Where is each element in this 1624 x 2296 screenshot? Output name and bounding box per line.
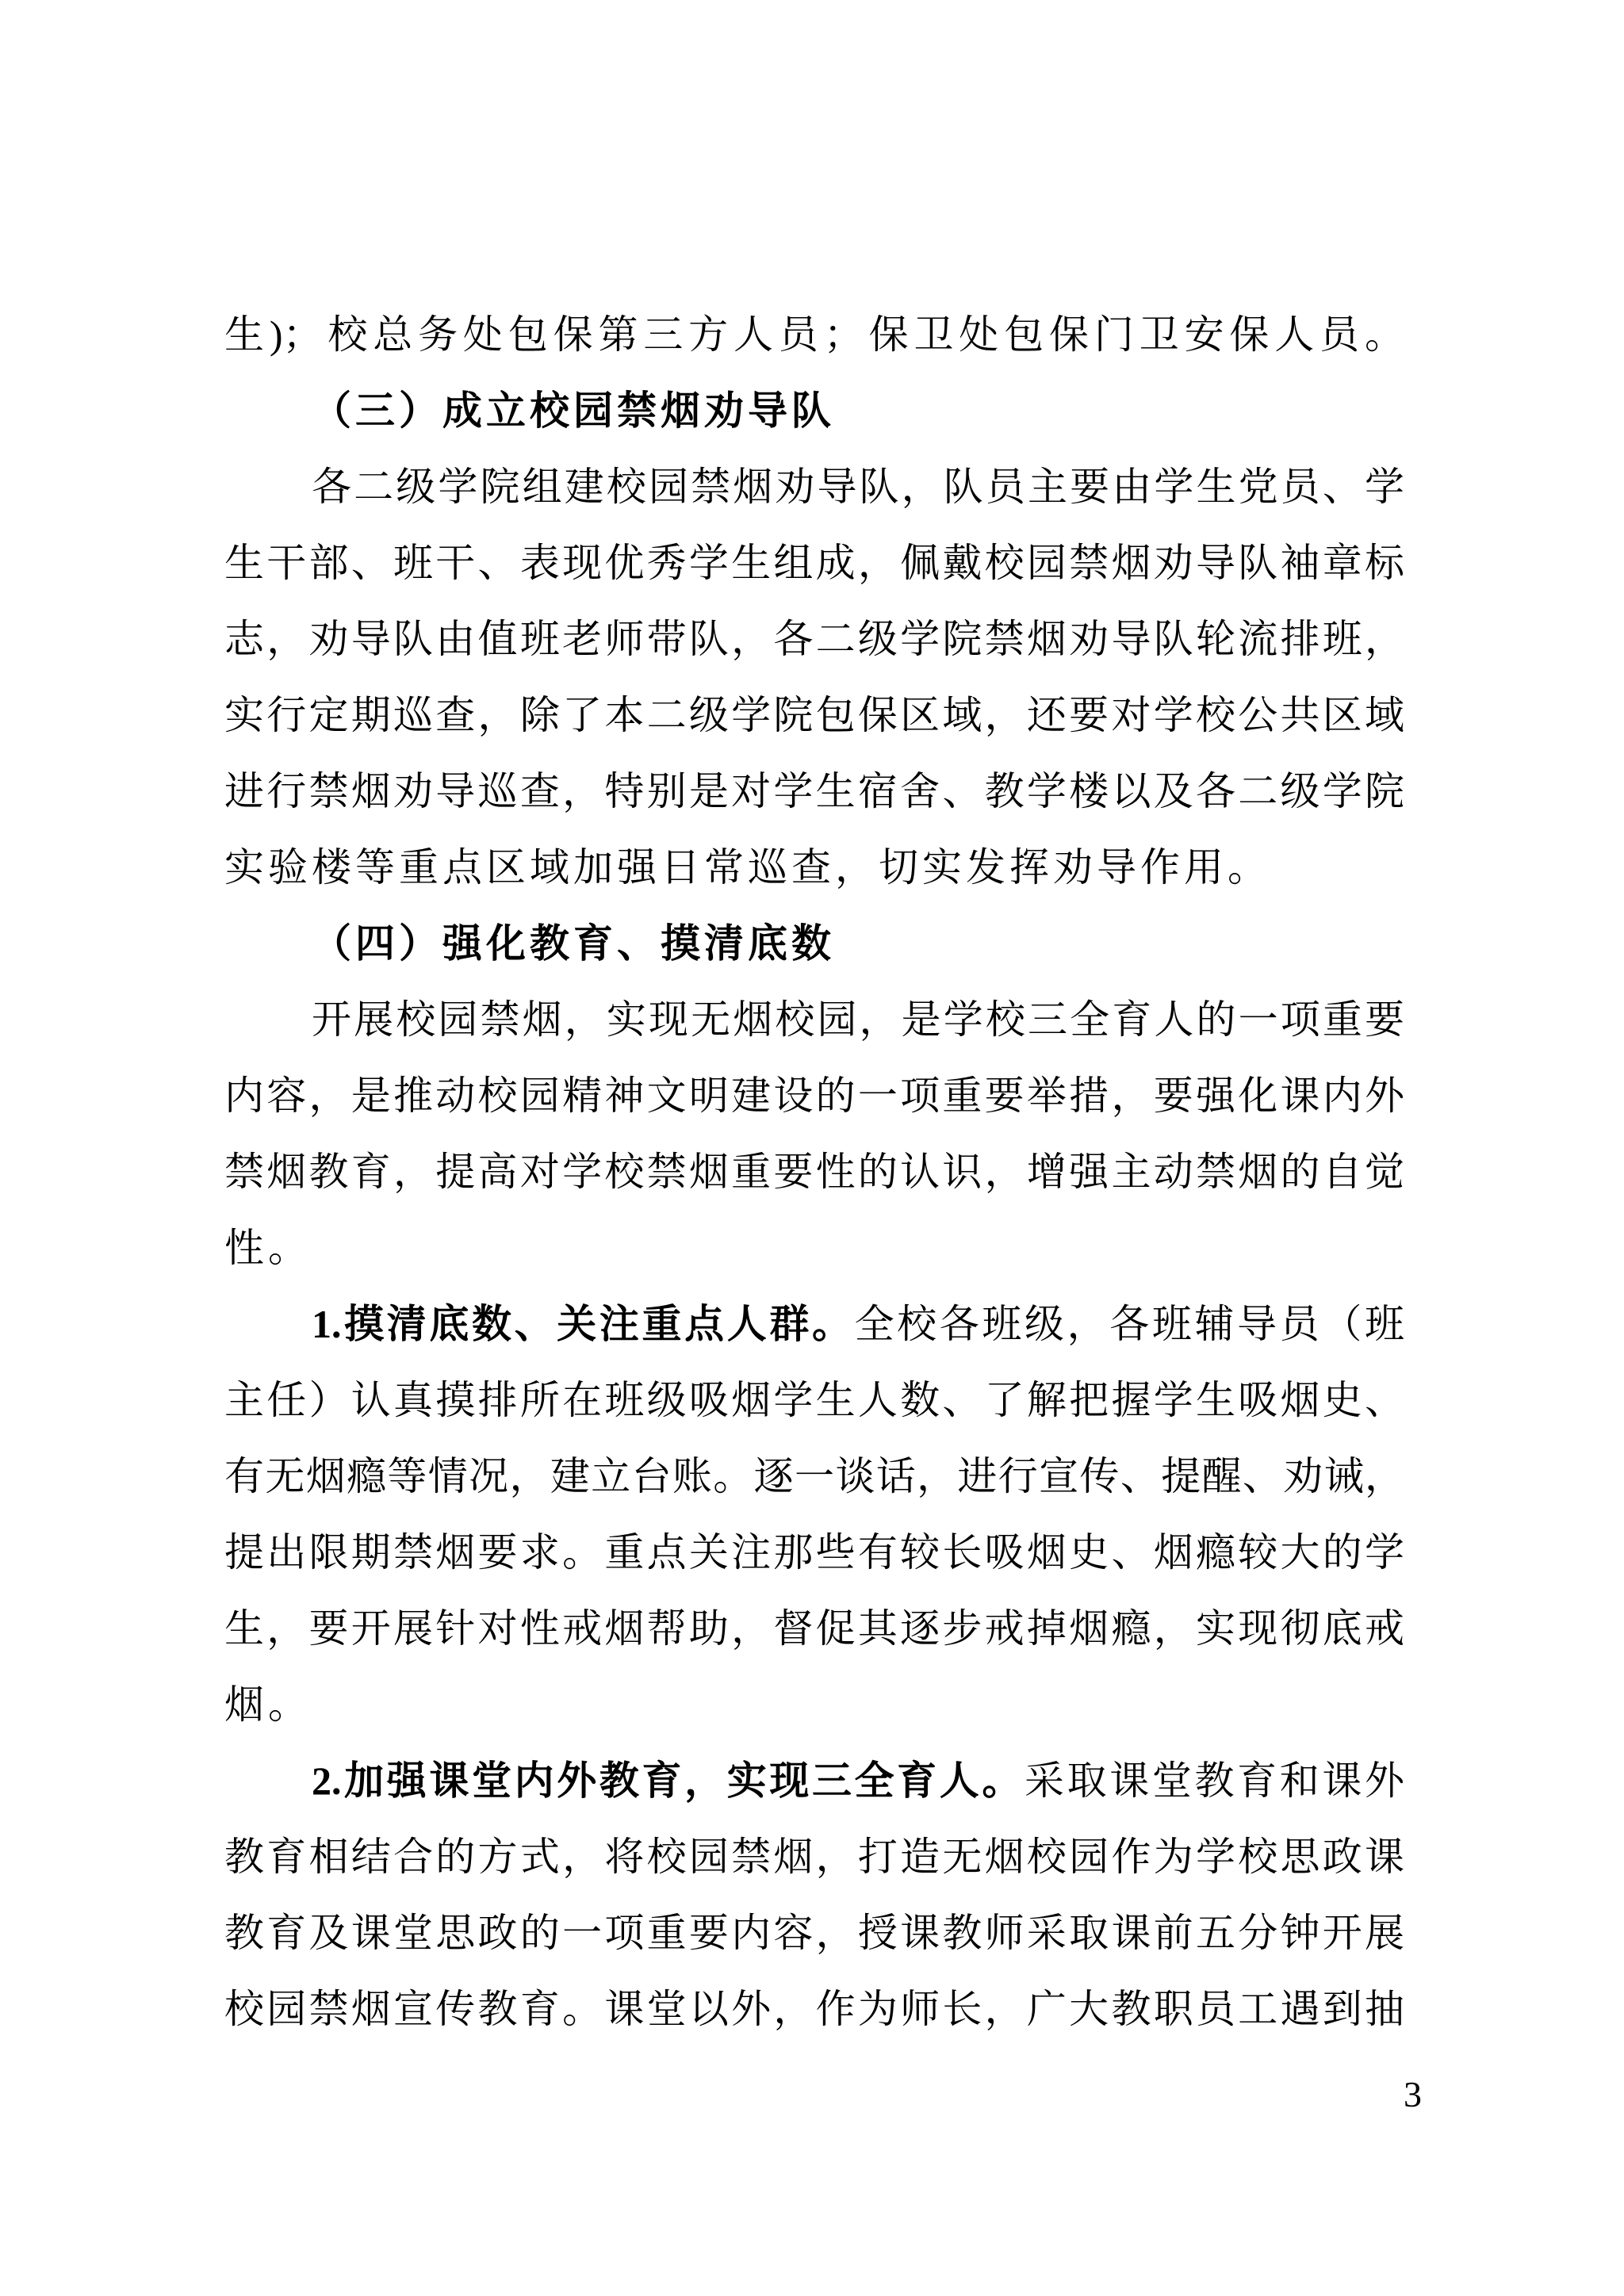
paragraph-line	[224, 1971, 1404, 2047]
paragraph-line	[224, 1743, 1404, 1819]
paragraph-line	[224, 982, 1404, 1058]
paragraph-line	[224, 753, 1404, 829]
paragraph-line	[224, 677, 1404, 753]
text-run: 教育相结合的方式，将校园禁烟，打造无烟校园作为学校思政课	[224, 1835, 1404, 1879]
text-run: 主任）认真摸排所在班级吸烟学生人数、了解把握学生吸烟史、	[224, 1378, 1404, 1422]
paragraph-line	[224, 1819, 1404, 1895]
paragraph-line	[224, 297, 1404, 373]
paragraph-line	[224, 1362, 1404, 1438]
text-run: 校园禁烟宣传教育。课堂以外，作为师长，广大教职员工遇到抽	[224, 1987, 1404, 2031]
document-body	[224, 297, 1404, 2047]
paragraph-line	[224, 1438, 1404, 1514]
paragraph-line	[224, 601, 1404, 677]
text-run: 教育及课堂思政的一项重要内容，授课教师采取课前五分钟开展	[224, 1911, 1404, 1955]
section-heading	[224, 905, 1404, 982]
text-run: 志，劝导队由值班老师带队，各二级学院禁烟劝导队轮流排班，	[224, 617, 1404, 661]
paragraph-line	[224, 1210, 1404, 1286]
text-run: 采取课堂教育和课外	[1025, 1758, 1404, 1803]
bold-run: （四）强化教育、摸清底数	[312, 921, 835, 966]
bold-run: 1.摸清底数、关注重点人群。	[312, 1302, 855, 1346]
paragraph-line	[224, 1895, 1404, 1971]
text-run: 全校各班级，各班辅导员（班	[854, 1302, 1404, 1346]
text-run: 内容，是推动校园精神文明建设的一项重要举措，要强化课内外	[224, 1073, 1404, 1118]
paragraph-line	[224, 1134, 1404, 1210]
text-run: 开展校园禁烟，实现无烟校园，是学校三全育人的一项重要	[312, 997, 1404, 1042]
text-run: 烟。	[224, 1682, 312, 1727]
paragraph-line	[224, 1667, 1404, 1743]
text-run: 各二级学院组建校园禁烟劝导队，队员主要由学生党员、学	[312, 465, 1404, 509]
text-run: 进行禁烟劝导巡查，特别是对学生宿舍、教学楼以及各二级学院	[224, 769, 1404, 813]
paragraph-line	[224, 1514, 1404, 1590]
section-heading	[224, 373, 1404, 449]
text-run: 提出限期禁烟要求。重点关注那些有较长吸烟史、烟瘾较大的学	[224, 1530, 1404, 1575]
paragraph-line	[224, 1058, 1404, 1134]
text-run: 实行定期巡查，除了本二级学院包保区域，还要对学校公共区域	[224, 693, 1404, 737]
paragraph-line	[224, 449, 1404, 525]
paragraph-line	[224, 829, 1404, 905]
text-run: 生干部、班干、表现优秀学生组成，佩戴校园禁烟劝导队袖章标	[224, 541, 1404, 585]
text-run: 性。	[224, 1226, 312, 1270]
text-run: 生)；校总务处包保第三方人员；保卫处包保门卫安保人员。	[224, 312, 1404, 357]
text-run: 生，要开展针对性戒烟帮助，督促其逐步戒掉烟瘾，实现彻底戒	[224, 1606, 1404, 1651]
page-number: 3	[1404, 2074, 1422, 2114]
paragraph-line	[224, 1286, 1404, 1362]
bold-run: 2.加强课堂内外教育，实现三全育人。	[312, 1758, 1025, 1803]
paragraph-line	[224, 525, 1404, 601]
text-run: 有无烟瘾等情况，建立台账。逐一谈话，进行宣传、提醒、劝诫，	[224, 1454, 1404, 1498]
text-run: 禁烟教育，提高对学校禁烟重要性的认识，增强主动禁烟的自觉	[224, 1150, 1404, 1194]
text-run: 实验楼等重点区域加强日常巡查，切实发挥劝导作用。	[224, 845, 1271, 890]
bold-run: （三）成立校园禁烟劝导队	[312, 388, 835, 433]
paragraph-line	[224, 1590, 1404, 1667]
